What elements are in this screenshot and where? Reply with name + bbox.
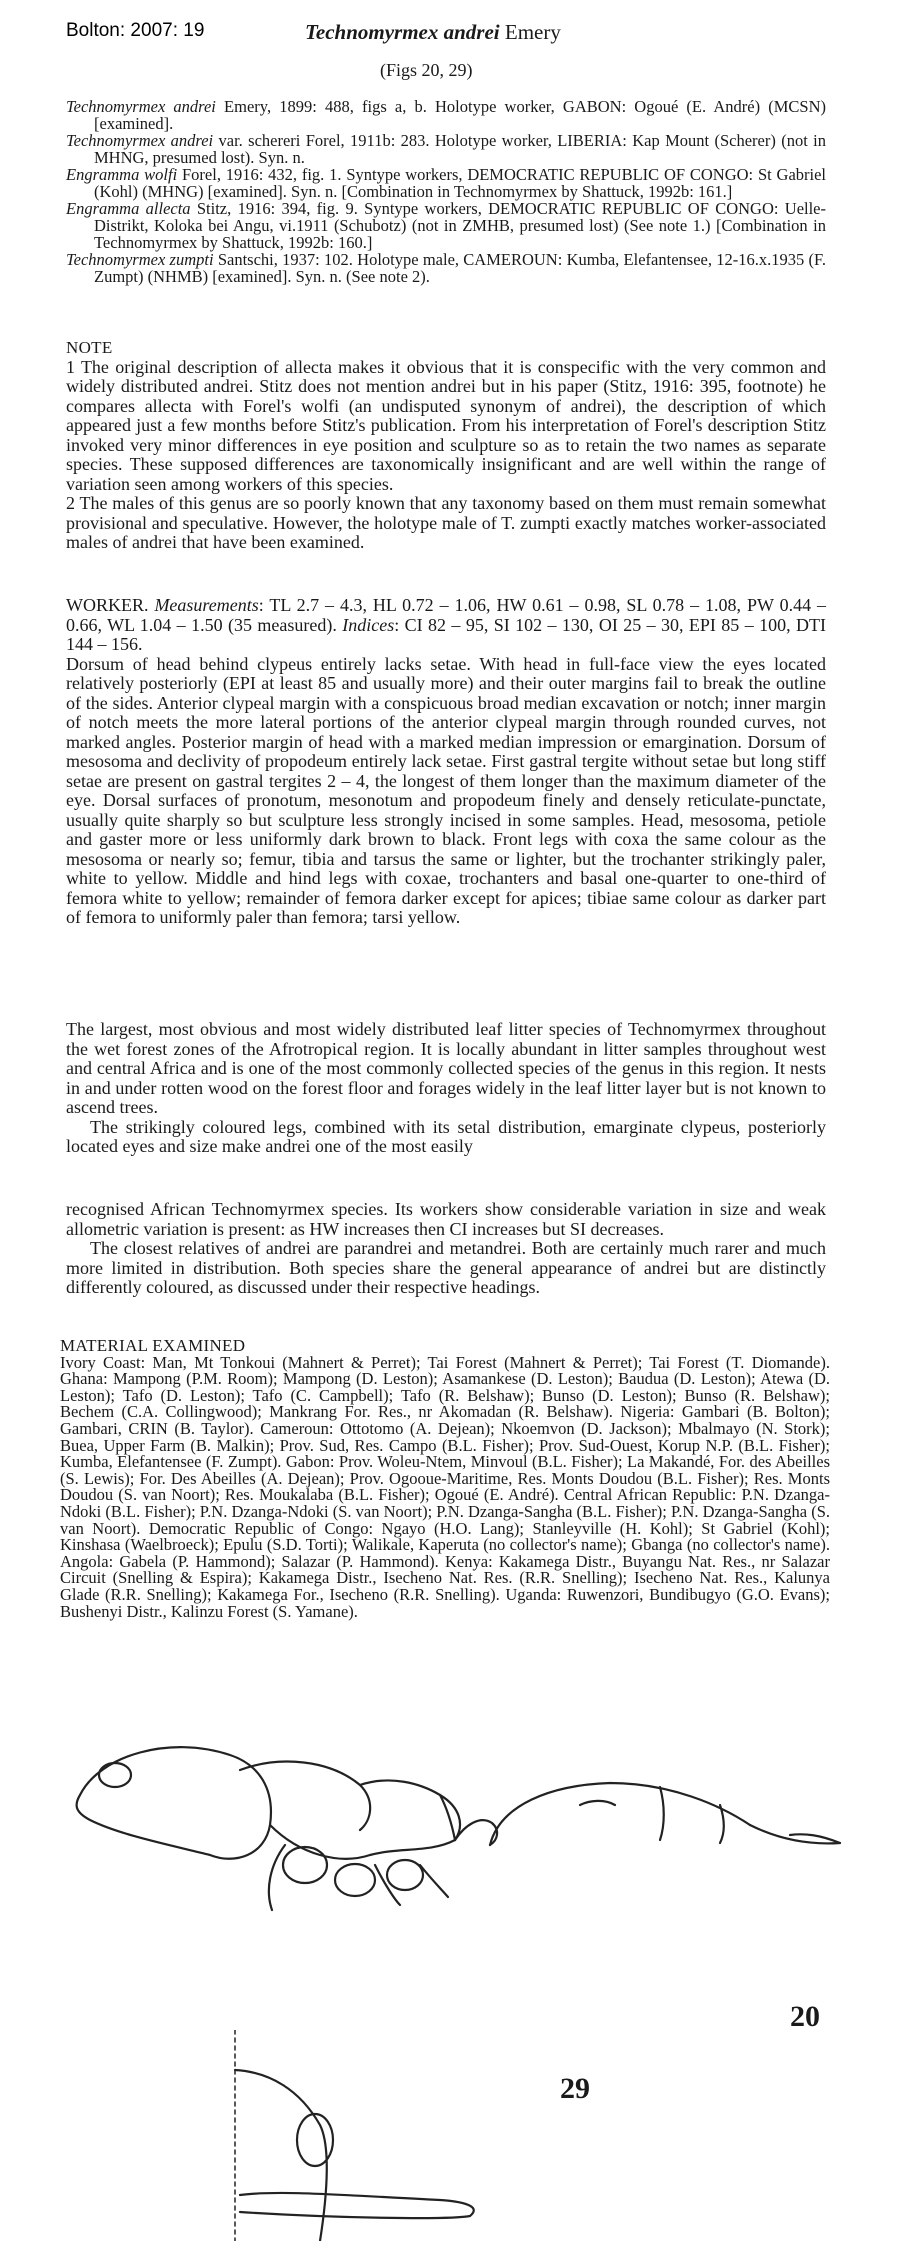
notes-section: [66, 338, 826, 553]
worker-measurements: WORKER. Measurements: TL 2.7 – 4.3, HL 0.72 – 1.06, HW 0.61 – 0.98, SL 0.78 – 1.08, PW 0.44 – 0.66, WL 1.04 – 1.50 (35 measured). Indices: CI 82 – 95, SI 102 – 130, OI 25 – 30, EPI 85 – 100, DTI 144 – 156.: [66, 595, 827, 654]
figure-20-ant-lateral-drawing: [60, 1715, 860, 2005]
para-largest: The largest, most obvious and most widely distributed leaf litter species of Technomyrmex throughout the wet forest zones of the Afrotropical region. It is locally abundant in litter samples throughout west and central Africa and is one of the most commonly collected species of the genus in this region. It nests in and under rotten wood on the forest floor and forages widely in the leaf litter layer but is not known to ascend trees.: [66, 1019, 826, 1117]
figure-29-label: 29: [560, 2072, 590, 2105]
para-recognised: recognised African Technomyrmex species. Its workers show considerable variation in size and weak allometric variation is present: as HW increases then CI increases but SI decreases.: [66, 1199, 826, 1239]
synonymy-entry: Technomyrmex andrei var. schereri Forel, 1911b: 283. Holotype worker, LIBERIA: Kap Mount (Scherer) (not in MHNG, presumed lost). Syn. n.: [66, 131, 827, 167]
synonymy-entry: Technomyrmex andrei Emery, 1899: 488, figs a, b. Holotype worker, GABON: Ogoué (E. André) (MCSN) [examined].: [66, 97, 827, 133]
note-1: 1 The original description of allecta makes it obvious that it is conspecific with the very common and widely distributed andrei. Stitz does not mention andrei but in his paper (Stitz, 1916: 395, footnote) he compares allecta with Forel's wolfi (an undisputed synonym of andrei), the description of which appeared just a few months before Stitz's publication. From his interpretation of Forel's description Stitz invoked very minor differences in eye position and sculpture so as to retain the two names as separate species. These supposed differences are taxonomically insignificant and are well within the range of variation seen among workers of this species.: [66, 356, 826, 494]
species-name: Technomyrmex andrei: [305, 20, 500, 44]
figure-reference: (Figs 20, 29): [380, 60, 473, 80]
synonymy-entry: Engramma wolfi Forel, 1916: 432, fig. 1. Syntype workers, DEMOCRATIC REPUBLIC OF CONGO: St Gabriel (Kohl) (MHNG) [examined]. Syn. n. [Combination in Technomyrmex by Shattuck, 1992b: 161.]: [66, 165, 827, 201]
material-list: Ivory Coast: Man, Mt Tonkoui (Mahnert & Perret); Tai Forest (Mahnert & Perret); Tai Forest (T. Diomande). Ghana: Mampong (P.M. Room); Mampong (D. Leston); Asamankese (D. Leston); Baudua (D. Leston); Atewa (D. Leston); Tafo (D. Leston); Tafo (C. Campbell); Tafo (R. Belshaw); Bunso (D. Leston); Bunso (R. Belshaw); Bechem (C.A. Collingwood); Mankrang For. Res., nr Akomadan (R. Belshaw). Nigeria: Gambari (B. Bolton); Gambari, CRIN (B. Taylor). Cameroun: Ottotomo (A. Dejean); Nkoemvon (D. Jackson); Mbalmayo (N. Stork); Buea, Upper Farm (B. Malkin); Prov. Sud, Res. Campo (B.L. Fisher); Prov. Sud-Ouest, Korup N.P. (B.L. Fisher); Kumba, Elefantensee (F. Zumpt). Gabon: Prov. Woleu-Ntem, Minvoul (B.L. Fisher); La Makandé, For. des Abeilles (S. Lewis); For. Des Abeilles (A. Dejean); Prov. Ogooue-Maritime, Res. Monts Doudou (B.L. Fisher); Res. Monts Doudou (S. van Noort); Res. Moukalaba (B.L. Fisher); Ogoué (E. André). Central African Republic: P.N. Dzanga-Ndoki (B.L. Fisher); P.N. Dzanga-Ndoki (S. van Noort); P.N. Dzanga-Sangha (B.L. Fisher); P.N. Dzanga-Sangha (S. van Noort). Democratic Republic of Congo: Ngayo (H.O. Lang); Stanleyville (H. Kohl); St Gabriel (Kohl); Kinshasa (Waelbroeck); Epulu (S.D. Torti); Walikale, Kaperuta (no collector's name); Gbanga (no collector's name). Angola: Gabela (P. Hammond); Salazar (P. Hammond). Kenya: Kakamega Distr., Buyangu Nat. Res., nr Salazar Circuit (Snelling & Espira); Kakamega Distr., Isecheno Nat. Res. (R.R. Snelling); Isecheno Nat. Res., Kalunya Glade (R.R. Snelling); Kakamega For., Isecheno (R.R. Snelling). Uganda: Ruwenzori, Bundibugyo (G.O. Evans); Bushenyi Distr., Kalinzu Forest (S. Yamane).: [60, 1352, 830, 1621]
synonymy-entry: Engramma allecta Stitz, 1916: 394, fig. 9. Syntype workers, DEMOCRATIC REPUBLIC OF CONGO: Uelle-Distrikt, Koloka bei Angu, vi.1911 (Schubotz) (not in ZMHB, presumed lost) (See note 1.) [Combination in Technomyrmex by Shattuck, 1992b: 160.]: [66, 199, 826, 252]
worker-description: Dorsum of head behind clypeus entirely lacks setae. With head in full-face view the eyes located relatively posteriorly (EPI at least 85 and usually more) and their outer margins fail to break the outline of the sides. Anterior clypeal margin with a conspicuous broad median excavation or notch; inner margin of notch meets the more lateral portions of the anterior clypeal margin through rounded curves, not marked angles. Posterior margin of head with a marked median impression or emargination. Dorsum of mesosoma and declivity of propodeum entirely lack setae. First gastral tergite without setae but long stiff setae are present on gastral tergites 2 – 4, the longest of them longer than the maximum diameter of the eye. Dorsal surfaces of pronotum, mesonotum and propodeum finely and densely reticulate-punctate, usually quite sharply so but sculpture less strongly incised in some samples. Head, mesosoma, petiole and gaster more or less uniformly dark brown to black. Front legs with coxa the same colour as the mesosoma or nearly so; femur, tibia and tarsus the same or lighter, but the trochanter strikingly paler, white to yellow. Middle and hind legs with coxae, trochanters and basal one-quarter to one-third of femora white to yellow; remainder of femora darker except for apices; tibiae same colour as darker part of femora to uniformly paler than femora; tarsi yellow.: [66, 653, 826, 927]
figure-29-head-drawing: [180, 2030, 660, 2241]
para-closest: The closest relatives of andrei are parandrei and metandrei. Both are certainly much rarer and much more limited in distribution. Both species share the general appearance of andrei but are distinctly differently coloured, as discussed under their respective headings.: [66, 1238, 826, 1297]
source-citation: Bolton: 2007: 19: [66, 20, 205, 41]
discussion-section: [66, 1020, 826, 1157]
notes-heading: NOTE: [66, 338, 113, 357]
synonymy-list: [66, 98, 826, 285]
synonymy-entry: Technomyrmex zumpti Santschi, 1937: 102. Holotype male, CAMEROUN: Kumba, Elefantensee, 12-16.x.1935 (F. Zumpt) (NHMB) [examined]. Syn. n. (See note 2).: [66, 250, 826, 286]
figure-20-label: 20: [790, 2000, 820, 2033]
material-examined: [60, 1338, 830, 1620]
para-striking: The strikingly coloured legs, combined with its setal distribution, emarginate clypeus, posteriorly located eyes and size make andrei one of the most easily: [66, 1116, 826, 1156]
material-heading: MATERIAL EXAMINED: [60, 1336, 246, 1355]
discussion-continued: [66, 1200, 826, 1298]
note-2: 2 The males of this genus are so poorly known that any taxonomy based on them must remain somewhat provisional and speculative. However, the holotype male of T. zumpti exactly matches worker-associated males of andrei that have been examined.: [66, 493, 826, 552]
worker-section: [66, 596, 826, 928]
species-author: Emery: [499, 20, 561, 44]
species-title: [305, 20, 561, 45]
